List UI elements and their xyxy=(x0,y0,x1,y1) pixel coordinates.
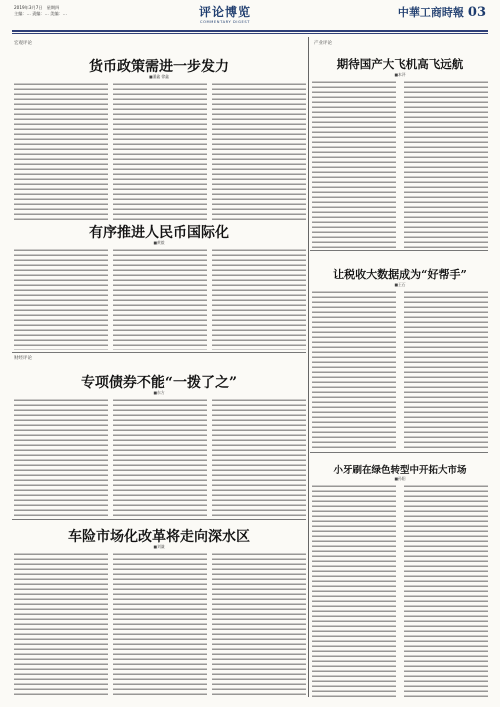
section-title-zh: 评论博览 xyxy=(198,5,251,19)
article-body xyxy=(312,484,488,697)
article-body xyxy=(14,398,306,516)
article-body xyxy=(14,82,306,220)
page-number: 03 xyxy=(467,5,486,20)
masthead-rule-thin xyxy=(12,33,488,34)
section-rule xyxy=(12,519,306,520)
article-body xyxy=(312,290,488,450)
left-column-tag: 宏观评论 xyxy=(14,41,32,46)
paper-name-text: 中華工商時報 xyxy=(397,6,464,19)
article-byline: ■本评 xyxy=(394,72,406,77)
article-title: 让税收大数据成为“好帮手” xyxy=(333,268,467,281)
article-byline: ■刘谦 xyxy=(153,544,165,549)
section-rule xyxy=(310,452,488,453)
right-column-tag: 产业评论 xyxy=(314,41,332,46)
section-title-en: COMMENTARY DIGEST xyxy=(199,20,251,24)
article-byline: ■东方 xyxy=(153,390,165,395)
masthead-meta xyxy=(14,5,67,16)
section-rule xyxy=(310,250,488,251)
article-title: 期待国产大飞机高飞远航 xyxy=(336,57,464,71)
article-body xyxy=(14,248,306,350)
section-rule xyxy=(12,352,306,353)
article-byline: ■黄毅 xyxy=(153,240,165,245)
article-body xyxy=(312,80,488,248)
date-line: 2019年3月7日 星期四 xyxy=(14,5,60,10)
article-title: 专项债券不能“一拨了之” xyxy=(80,375,238,391)
masthead xyxy=(0,0,500,33)
finance-column-tag: 财经评论 xyxy=(14,356,32,361)
article-byline: ■王石 xyxy=(394,282,406,287)
article-body xyxy=(14,552,306,697)
article-title: 车险市场化改革将走向深水区 xyxy=(68,529,250,545)
paper-name xyxy=(398,4,486,20)
info-line: 主编：… 责编：… 美编：… xyxy=(14,10,67,16)
article-title: 货币政策需进一步发力 xyxy=(89,59,229,75)
article-title: 小牙刷在绿色转型中开拓大市场 xyxy=(333,465,467,476)
masthead-rule xyxy=(12,30,488,32)
article-byline: ■潘鑫 徐鑫 xyxy=(149,74,169,79)
article-title: 有序推进人民币国际化 xyxy=(89,225,229,241)
article-byline: ■孙阳 xyxy=(394,476,406,481)
section-title xyxy=(188,3,262,24)
column-divider xyxy=(308,37,309,697)
